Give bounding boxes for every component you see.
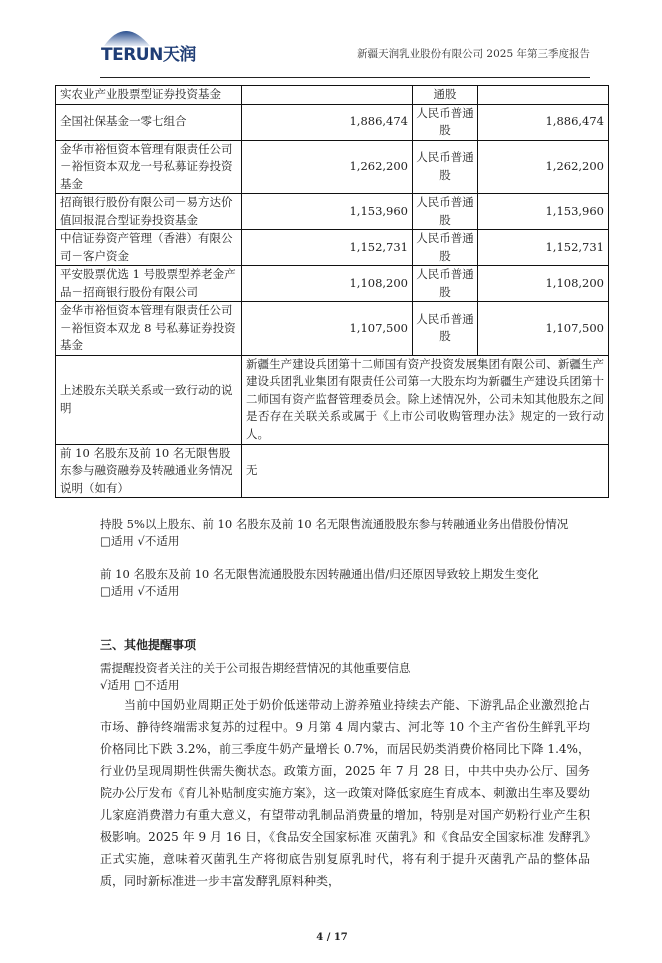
holder-qty: 1,153,960 <box>242 194 413 230</box>
holder-name: 金华市裕恒资本管理有限责任公司－裕恒资本双龙 8 号私募证券投资基金 <box>56 302 242 356</box>
share-type: 人民币普通股 <box>413 104 478 140</box>
note-change: 前 10 名股东及前 10 名无限售流通股股东因转融通出借/归还原因导致较上期发生变化 <box>100 567 539 581</box>
table-row <box>56 230 609 266</box>
page-body <box>55 85 609 963</box>
share-qty <box>478 86 609 105</box>
margin-text: 无 <box>242 444 609 498</box>
holder-qty: 1,108,200 <box>242 266 413 302</box>
share-type: 人民币普通股 <box>413 230 478 266</box>
share-qty: 1,108,200 <box>478 266 609 302</box>
relation-row <box>56 355 609 444</box>
holder-qty: 1,107,500 <box>242 302 413 356</box>
share-qty: 1,262,200 <box>478 140 609 194</box>
shareholders-table <box>55 85 609 498</box>
holder-qty: 1,262,200 <box>242 140 413 194</box>
note-lending-options: □适用 √不适用 <box>100 534 180 548</box>
share-type: 人民币普通股 <box>413 302 478 356</box>
holder-name: 平安股票优选 1 号股票型养老金产品－招商银行股份有限公司 <box>56 266 242 302</box>
share-type: 人民币普通股 <box>413 140 478 194</box>
share-qty: 1,107,500 <box>478 302 609 356</box>
section-body: 当前中国奶业周期正处于奶价低迷带动上游养殖业持续去产能、下游乳品企业激烈抢占市场、静待终端需求复苏的过程中。9 月第 4 周内蒙古、河北等 10 个主产省份生鲜乳平均价格同比下跌 3.2%，前三季度牛奶产量增长 0.7%，而居民奶类消费价格同比下降 1.4%，行业仍呈现周期性供需失衡状态。政策方面，2025 年 7 月 28 日，中共中央办公厅、国务院办公厅发布《育儿补贴制度实施方案》，这一政策对降低家庭生育成本、刺激出生率及婴幼儿家庭消费潜力有重大意义，有望带动乳制品消费量的增加，特别是对国产奶粉行业产生积极影响。2025 年 9 月 16 日，《食品安全国家标准 灭菌乳》和《食品安全国家标准 发酵乳》正式实施，意味着灭菌乳生产将彻底告别复原乳时代，将有利于提升灭菌乳产品的整体品质，同时新标准进一步丰富发酵乳原料种类， <box>100 698 590 888</box>
holder-name: 中信证券资产管理（香港）有限公司－客户资金 <box>56 230 242 266</box>
note-change-options: □适用 √不适用 <box>100 584 180 598</box>
note-lending: 持股 5%以上股东、前 10 名股东及前 10 名无限售流通股股东参与转融通业务出借股份情况 <box>100 517 569 531</box>
section-title: 三、其他提醒事项 <box>100 638 197 652</box>
header-divider <box>100 77 590 78</box>
share-qty: 1,152,731 <box>478 230 609 266</box>
margin-label: 前 10 名股东及前 10 名无限售股东参与融资融券及转融通业务情况说明（如有） <box>56 444 242 498</box>
share-qty: 1,886,474 <box>478 104 609 140</box>
page-number: 4 / 17 <box>316 932 348 943</box>
holder-name: 实农业产业股票型证券投资基金 <box>56 86 242 105</box>
share-type: 通股 <box>413 86 478 105</box>
share-qty: 1,153,960 <box>478 194 609 230</box>
table-row <box>56 302 609 356</box>
header-title: 新疆天润乳业股份有限公司 2025 年第三季度报告 <box>357 48 590 60</box>
table-row <box>56 86 609 105</box>
holder-qty: 1,152,731 <box>242 230 413 266</box>
holder-name: 招商银行股份有限公司－易方达价值回报混合型证券投资基金 <box>56 194 242 230</box>
margin-row <box>56 444 609 498</box>
share-type: 人民币普通股 <box>413 266 478 302</box>
holder-qty: 1,886,474 <box>242 104 413 140</box>
share-type: 人民币普通股 <box>413 194 478 230</box>
table-row <box>56 194 609 230</box>
table-row <box>56 104 609 140</box>
holder-qty <box>242 86 413 105</box>
section-options: √适用 □不适用 <box>100 678 180 692</box>
table-row <box>56 266 609 302</box>
relation-label: 上述股东关联关系或一致行动的说明 <box>56 355 242 444</box>
logo-text: TERUN天润 <box>101 45 196 65</box>
relation-text: 新疆生产建设兵团第十二师国有资产投资发展集团有限公司、新疆生产建设兵团乳业集团有限责任公司第一大股东均为新疆生产建设兵团第十二师国有资产监督管理委员会。除上述情况外，公司未知其他股东之间是否存在关联关系或属于《上市公司收购管理办法》规定的一致行动人。 <box>242 355 609 444</box>
table-row <box>56 140 609 194</box>
holder-name: 全国社保基金一零七组合 <box>56 104 242 140</box>
holder-name: 金华市裕恒资本管理有限责任公司－裕恒资本双龙一号私募证券投资基金 <box>56 140 242 194</box>
section-subtitle: 需提醒投资者关注的关于公司报告期经营情况的其他重要信息 <box>100 661 411 675</box>
